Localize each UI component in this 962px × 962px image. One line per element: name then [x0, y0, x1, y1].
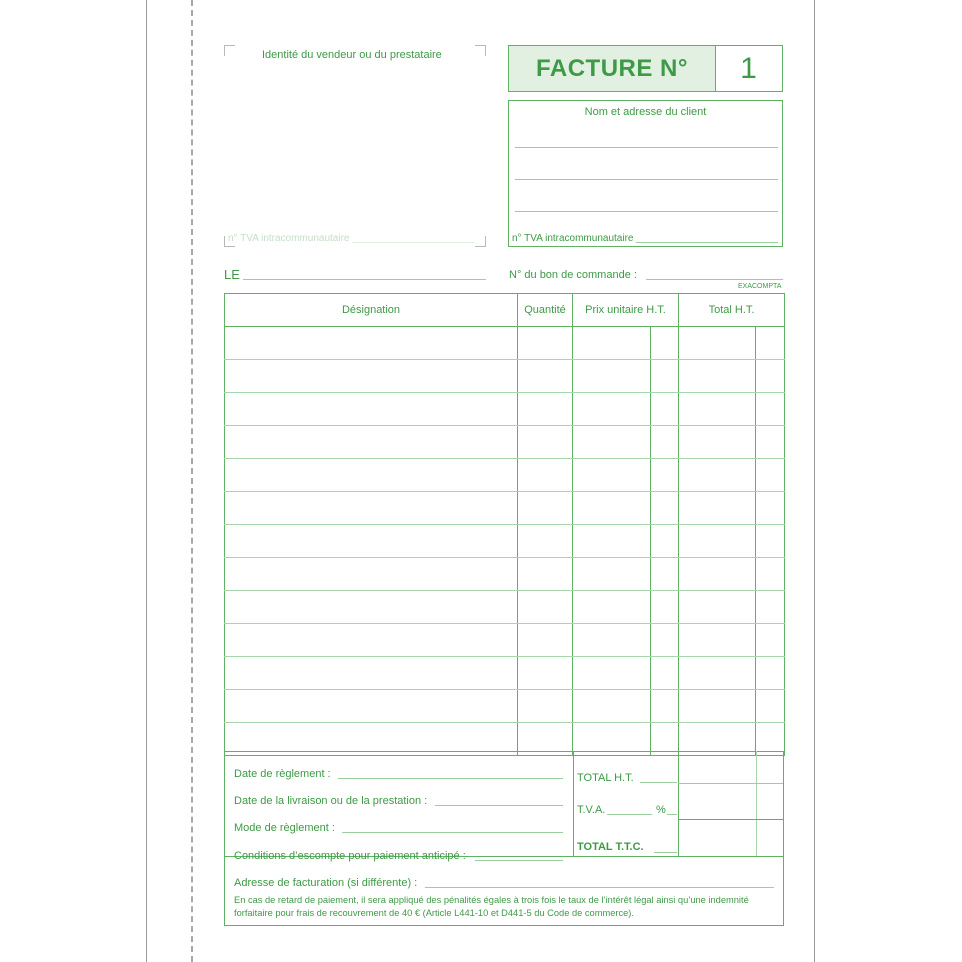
item-rows [225, 327, 785, 756]
total-ttc-line[interactable] [654, 852, 677, 853]
cell-designation[interactable] [225, 459, 518, 492]
settlement-date-label: Date de règlement : [234, 768, 331, 780]
billing-address-line[interactable] [425, 887, 774, 888]
discount-conditions-label: Conditions d’escompte pour paiement anticipé : [234, 850, 466, 862]
table-row [225, 591, 785, 624]
cell-unit-price-cents[interactable] [651, 558, 679, 591]
cell-total-ht[interactable] [679, 558, 756, 591]
tva-rate-line[interactable] [607, 814, 652, 815]
total-ht-line[interactable] [640, 782, 677, 783]
delivery-date-label: Date de la livraison ou de la prestation : [234, 795, 428, 807]
cell-designation[interactable] [225, 624, 518, 657]
client-tva-label: n° TVA intracommunautaire [512, 233, 634, 244]
cell-quantity[interactable] [518, 492, 573, 525]
cell-unit-price[interactable] [573, 624, 651, 657]
cell-unit-price[interactable] [573, 360, 651, 393]
date-label: LE [224, 267, 240, 282]
table-row [225, 492, 785, 525]
totals-sub-divider [756, 751, 757, 856]
total-ttc-label: TOTAL T.T.C. [577, 841, 644, 853]
cell-unit-price-cents[interactable] [651, 426, 679, 459]
cell-total-ht[interactable] [679, 459, 756, 492]
invoice-number: 1 [740, 51, 757, 85]
discount-conditions-line[interactable] [475, 860, 563, 861]
cell-total-ht-cents[interactable] [756, 459, 785, 492]
cell-unit-price[interactable] [573, 492, 651, 525]
cell-unit-price[interactable] [573, 558, 651, 591]
table-row [225, 657, 785, 690]
client-box [508, 100, 783, 247]
billing-address-label: Adresse de facturation (si différente) : [234, 877, 418, 889]
cell-unit-price[interactable] [573, 525, 651, 558]
cell-designation[interactable] [225, 360, 518, 393]
cell-quantity[interactable] [518, 591, 573, 624]
cell-unit-price[interactable] [573, 426, 651, 459]
legal-notice-line-2: forfaitaire pour frais de recouvrement de 40 € (Article L441-10 et D441-5 du Code de commerce). [234, 908, 634, 918]
cell-total-ht[interactable] [679, 426, 756, 459]
cell-unit-price-cents[interactable] [651, 393, 679, 426]
vendor-tva-label: n° TVA intracommunautaire [228, 233, 350, 244]
cell-quantity[interactable] [518, 327, 573, 360]
table-row [225, 327, 785, 360]
cell-designation[interactable] [225, 690, 518, 723]
table-row [225, 525, 785, 558]
table-row [225, 624, 785, 657]
table-row [225, 360, 785, 393]
cell-quantity[interactable] [518, 657, 573, 690]
cell-total-ht[interactable] [679, 492, 756, 525]
cell-total-ht-cents[interactable] [756, 558, 785, 591]
cell-unit-price[interactable] [573, 327, 651, 360]
delivery-date-line[interactable] [435, 805, 563, 806]
cell-total-ht[interactable] [679, 360, 756, 393]
cell-quantity[interactable] [518, 393, 573, 426]
table-row [225, 393, 785, 426]
cell-unit-price-cents[interactable] [651, 657, 679, 690]
payment-mode-label: Mode de règlement : [234, 822, 335, 834]
client-address-line-1[interactable] [515, 147, 778, 148]
cell-unit-price-cents[interactable] [651, 624, 679, 657]
date-line[interactable] [243, 279, 486, 280]
cell-unit-price-cents[interactable] [651, 690, 679, 723]
totals-row-rule-2 [678, 819, 783, 820]
cell-unit-price-cents[interactable] [651, 591, 679, 624]
vendor-corner-br [475, 236, 486, 247]
cell-total-ht-cents[interactable] [756, 492, 785, 525]
cell-total-ht[interactable] [679, 624, 756, 657]
table-row [225, 459, 785, 492]
table-row [225, 426, 785, 459]
invoice-title: FACTURE N° [509, 46, 716, 91]
invoice-title-box [508, 45, 783, 92]
client-label: Nom et adresse du client [584, 106, 707, 118]
cell-total-ht[interactable] [679, 591, 756, 624]
cell-designation[interactable] [225, 492, 518, 525]
cell-designation[interactable] [225, 657, 518, 690]
items-table [224, 293, 785, 756]
settlement-date-line[interactable] [338, 778, 563, 779]
cell-total-ht-cents[interactable] [756, 657, 785, 690]
tva-amount-line[interactable] [667, 814, 677, 815]
cell-quantity[interactable] [518, 459, 573, 492]
cell-total-ht-cents[interactable] [756, 591, 785, 624]
client-address-line-3[interactable] [515, 211, 778, 212]
cell-total-ht[interactable] [679, 327, 756, 360]
cell-total-ht[interactable] [679, 657, 756, 690]
cell-unit-price[interactable] [573, 459, 651, 492]
cell-unit-price-cents[interactable] [651, 492, 679, 525]
cell-designation[interactable] [225, 327, 518, 360]
order-number-line[interactable] [646, 279, 783, 280]
cell-total-ht[interactable] [679, 690, 756, 723]
tva-percent-label: % [656, 804, 666, 816]
table-row [225, 558, 785, 591]
totals-box [678, 751, 785, 856]
cell-total-ht[interactable] [679, 393, 756, 426]
cell-quantity[interactable] [518, 690, 573, 723]
table-row [225, 690, 785, 723]
cell-unit-price-cents[interactable] [651, 360, 679, 393]
cell-designation[interactable] [225, 558, 518, 591]
cell-quantity[interactable] [518, 426, 573, 459]
column-header-total-ht: Total H.T. [679, 294, 785, 327]
vendor-corner-tr [475, 45, 486, 56]
cell-quantity[interactable] [518, 525, 573, 558]
totals-divider [573, 751, 574, 856]
cell-total-ht-cents[interactable] [756, 327, 785, 360]
cell-designation[interactable] [225, 591, 518, 624]
cell-quantity[interactable] [518, 360, 573, 393]
cell-total-ht[interactable] [679, 525, 756, 558]
cell-total-ht-cents[interactable] [756, 426, 785, 459]
cell-unit-price-cents[interactable] [651, 525, 679, 558]
vendor-tva-line[interactable] [352, 242, 474, 243]
column-header-quantity: Quantité [518, 294, 573, 327]
perforation-line [191, 0, 193, 962]
cell-unit-price[interactable] [573, 657, 651, 690]
cell-quantity[interactable] [518, 558, 573, 591]
totals-row-rule-1 [678, 783, 783, 784]
cell-unit-price[interactable] [573, 393, 651, 426]
vendor-label: Identité du vendeur ou du prestataire [262, 49, 442, 61]
payment-mode-line[interactable] [342, 832, 563, 833]
column-header-designation: Désignation [225, 294, 518, 327]
cell-unit-price-cents[interactable] [651, 459, 679, 492]
column-header-unit-price: Prix unitaire H.T. [573, 294, 679, 327]
cell-unit-price[interactable] [573, 690, 651, 723]
cell-total-ht-cents[interactable] [756, 690, 785, 723]
cell-designation[interactable] [225, 525, 518, 558]
cell-designation[interactable] [225, 426, 518, 459]
brand-label: EXACOMPTA [738, 283, 782, 290]
order-number-label: N° du bon de commande : [509, 269, 637, 281]
cell-total-ht-cents[interactable] [756, 393, 785, 426]
total-ht-label: TOTAL H.T. [577, 772, 634, 784]
cell-unit-price[interactable] [573, 591, 651, 624]
cell-total-ht-cents[interactable] [756, 360, 785, 393]
client-tva-line[interactable] [636, 242, 778, 243]
tva-label: T.V.A. [577, 804, 606, 816]
cell-quantity[interactable] [518, 624, 573, 657]
cell-total-ht-cents[interactable] [756, 525, 785, 558]
cell-designation[interactable] [225, 393, 518, 426]
vendor-corner-tl [224, 45, 235, 56]
legal-notice-line-1: En cas de retard de paiement, il sera appliqué des pénalités égales à trois fois le taux de l’intérêt légal ainsi qu’une indemnité [234, 895, 749, 905]
cell-unit-price-cents[interactable] [651, 327, 679, 360]
client-address-line-2[interactable] [515, 179, 778, 180]
cell-total-ht-cents[interactable] [756, 624, 785, 657]
